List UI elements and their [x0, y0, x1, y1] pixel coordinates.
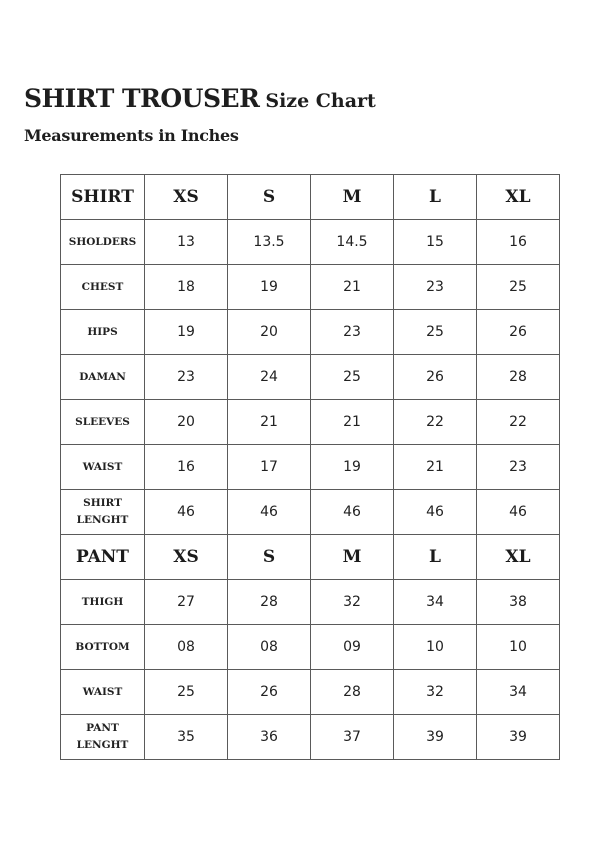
title-sub: Size Chart	[265, 90, 376, 112]
measurement-label-line: HIPS	[87, 325, 118, 338]
measurement-value: 36	[228, 715, 311, 760]
measurement-value: 21	[311, 265, 394, 310]
measurement-label	[61, 355, 145, 400]
measurement-label-line: WAIST	[82, 460, 123, 473]
table-row	[61, 400, 560, 445]
measurement-value: 19	[311, 445, 394, 490]
measurement-value: 21	[228, 400, 311, 445]
measurement-value: 25	[145, 670, 228, 715]
measurement-label-line: WAIST	[82, 685, 123, 698]
measurement-value: 27	[145, 580, 228, 625]
measurement-value: 16	[477, 220, 560, 265]
measurement-value: 22	[477, 400, 560, 445]
measurement-label	[61, 400, 145, 445]
title-main: SHIRT TROUSER	[24, 84, 260, 113]
measurement-value: 24	[228, 355, 311, 400]
measurement-label-line: THIGH	[81, 595, 124, 608]
size-column-header: XS	[145, 175, 228, 220]
measurement-value: 46	[145, 490, 228, 535]
measurement-value: 21	[311, 400, 394, 445]
page-title	[24, 84, 376, 113]
section-header-row	[61, 535, 560, 580]
measurement-value: 32	[311, 580, 394, 625]
measurement-value: 23	[477, 445, 560, 490]
measurement-value: 34	[394, 580, 477, 625]
measurement-value: 26	[228, 670, 311, 715]
measurement-value: 23	[145, 355, 228, 400]
measurement-value: 23	[394, 265, 477, 310]
measurement-value: 23	[311, 310, 394, 355]
measurement-value: 10	[477, 625, 560, 670]
measurement-label	[61, 220, 145, 265]
measurement-value: 25	[311, 355, 394, 400]
measurement-label-line: SLEEVES	[75, 415, 130, 428]
measurement-value: 20	[228, 310, 311, 355]
measurement-value: 25	[394, 310, 477, 355]
measurement-value: 39	[477, 715, 560, 760]
size-column-header: XL	[477, 175, 560, 220]
measurement-value: 46	[228, 490, 311, 535]
measurement-value: 38	[477, 580, 560, 625]
section-header-row	[61, 175, 560, 220]
size-chart-table	[60, 174, 560, 760]
measurement-value: 28	[477, 355, 560, 400]
measurement-label	[61, 445, 145, 490]
measurement-value: 26	[394, 355, 477, 400]
measurement-label	[61, 670, 145, 715]
table-row	[61, 715, 560, 760]
table-row	[61, 670, 560, 715]
size-column-header: M	[311, 535, 394, 580]
measurement-value: 46	[477, 490, 560, 535]
measurement-value: 35	[145, 715, 228, 760]
measurement-label-line: DAMAN	[79, 370, 126, 383]
measurement-value: 17	[228, 445, 311, 490]
section-title: PANT	[61, 535, 145, 580]
measurement-label-line: BOTTOM	[75, 640, 130, 653]
size-column-header: L	[394, 535, 477, 580]
size-column-header: L	[394, 175, 477, 220]
size-column-header: S	[228, 535, 311, 580]
table-row	[61, 490, 560, 535]
measurement-value: 39	[394, 715, 477, 760]
measurement-value: 19	[228, 265, 311, 310]
table-row	[61, 220, 560, 265]
table-row	[61, 310, 560, 355]
measurement-value: 22	[394, 400, 477, 445]
page-subtitle: Measurements in Inches	[24, 126, 239, 145]
measurement-value: 16	[145, 445, 228, 490]
measurement-value: 28	[311, 670, 394, 715]
measurement-label-line: CHEST	[81, 280, 124, 293]
size-column-header: XL	[477, 535, 560, 580]
table-row	[61, 445, 560, 490]
measurement-label	[61, 265, 145, 310]
measurement-value: 13.5	[228, 220, 311, 265]
measurement-value: 32	[394, 670, 477, 715]
measurement-value: 26	[477, 310, 560, 355]
measurement-value: 46	[311, 490, 394, 535]
section-title: SHIRT	[61, 175, 145, 220]
size-column-header: M	[311, 175, 394, 220]
measurement-value: 18	[145, 265, 228, 310]
measurement-value: 46	[394, 490, 477, 535]
table-row	[61, 580, 560, 625]
measurement-value: 20	[145, 400, 228, 445]
measurement-value: 37	[311, 715, 394, 760]
measurement-value: 28	[228, 580, 311, 625]
size-column-header: XS	[145, 535, 228, 580]
measurement-label	[61, 625, 145, 670]
measurement-value: 34	[477, 670, 560, 715]
measurement-label	[61, 490, 145, 535]
measurement-label	[61, 310, 145, 355]
measurement-label-line: LENGHT	[76, 514, 129, 526]
measurement-value: 08	[228, 625, 311, 670]
measurement-value: 19	[145, 310, 228, 355]
measurement-label-line: SHIRT	[83, 497, 122, 509]
measurement-label	[61, 715, 145, 760]
measurement-value: 25	[477, 265, 560, 310]
measurement-label-line: LENGHT	[76, 739, 129, 751]
measurement-value: 09	[311, 625, 394, 670]
table-row	[61, 625, 560, 670]
measurement-label-line: PANT	[86, 722, 119, 734]
measurement-label	[61, 580, 145, 625]
measurement-value: 21	[394, 445, 477, 490]
measurement-value: 15	[394, 220, 477, 265]
table-row	[61, 355, 560, 400]
measurement-value: 08	[145, 625, 228, 670]
measurement-value: 10	[394, 625, 477, 670]
measurement-value: 14.5	[311, 220, 394, 265]
size-column-header: S	[228, 175, 311, 220]
measurement-label-line: SHOLDERS	[68, 235, 137, 248]
measurement-value: 13	[145, 220, 228, 265]
table-row	[61, 265, 560, 310]
